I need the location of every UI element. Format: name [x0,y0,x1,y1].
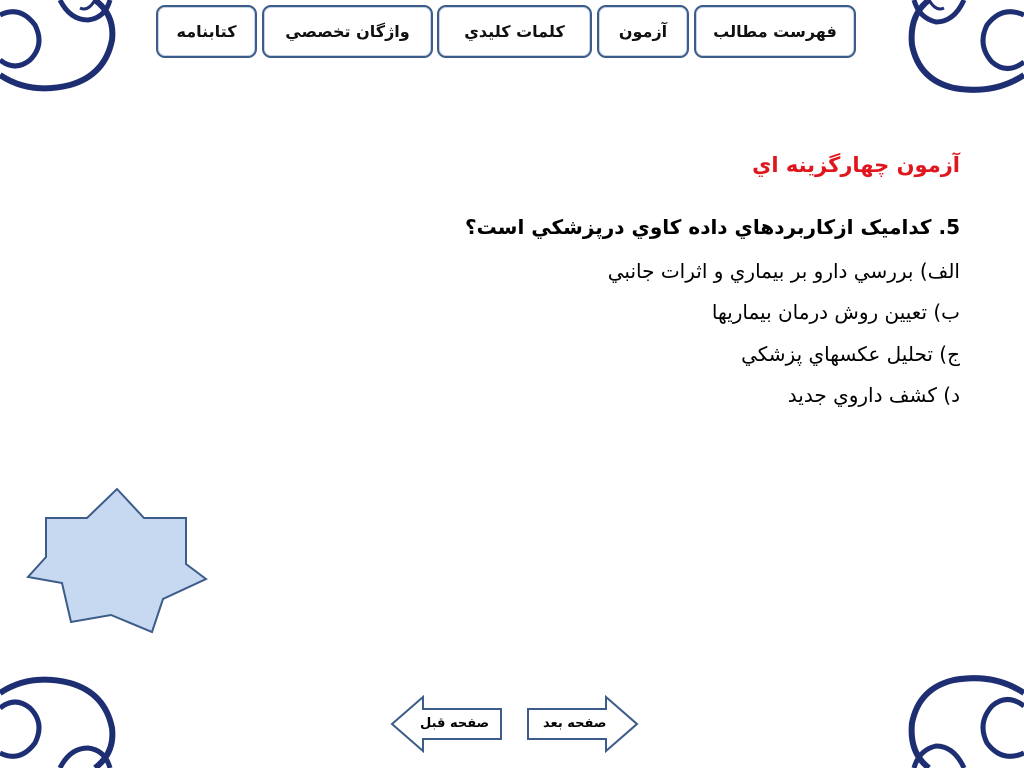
option-c[interactable]: ج) تحليل عكسهاي پزشكي [741,342,960,366]
next-page-label: صفحه بعد [543,716,607,731]
nav-button-keywords[interactable]: كلمات كليدي [437,5,592,58]
quiz-title: آزمون چهارگزينه اي [752,153,960,177]
nav-button-test[interactable]: آزمون [597,5,689,58]
nav-button-glossary[interactable]: واژگان تخصصي [262,5,433,58]
corner-ornament-bottom-left [0,668,130,768]
corner-ornament-top-right [884,0,1024,100]
corner-ornament-bottom-right [884,668,1024,768]
question-text: 5. کدامیک ازکاربردهاي داده کاوي درپزشكي است؟ [465,215,960,239]
option-d[interactable]: د) کشف داروي جديد [787,383,960,407]
prev-page-label: صفحه قبل [420,716,490,731]
nav-button-contents[interactable]: فهرست مطالب [694,5,856,58]
star-shape [26,487,208,637]
option-b[interactable]: ب) تعيين روش درمان بيماريها [711,300,960,324]
corner-ornament-top-left [0,0,130,100]
option-a[interactable]: الف) بررسي دارو بر بيماري و اثرات جانبي [607,259,960,283]
nav-button-bibliography[interactable]: كتابنامه [156,5,257,58]
